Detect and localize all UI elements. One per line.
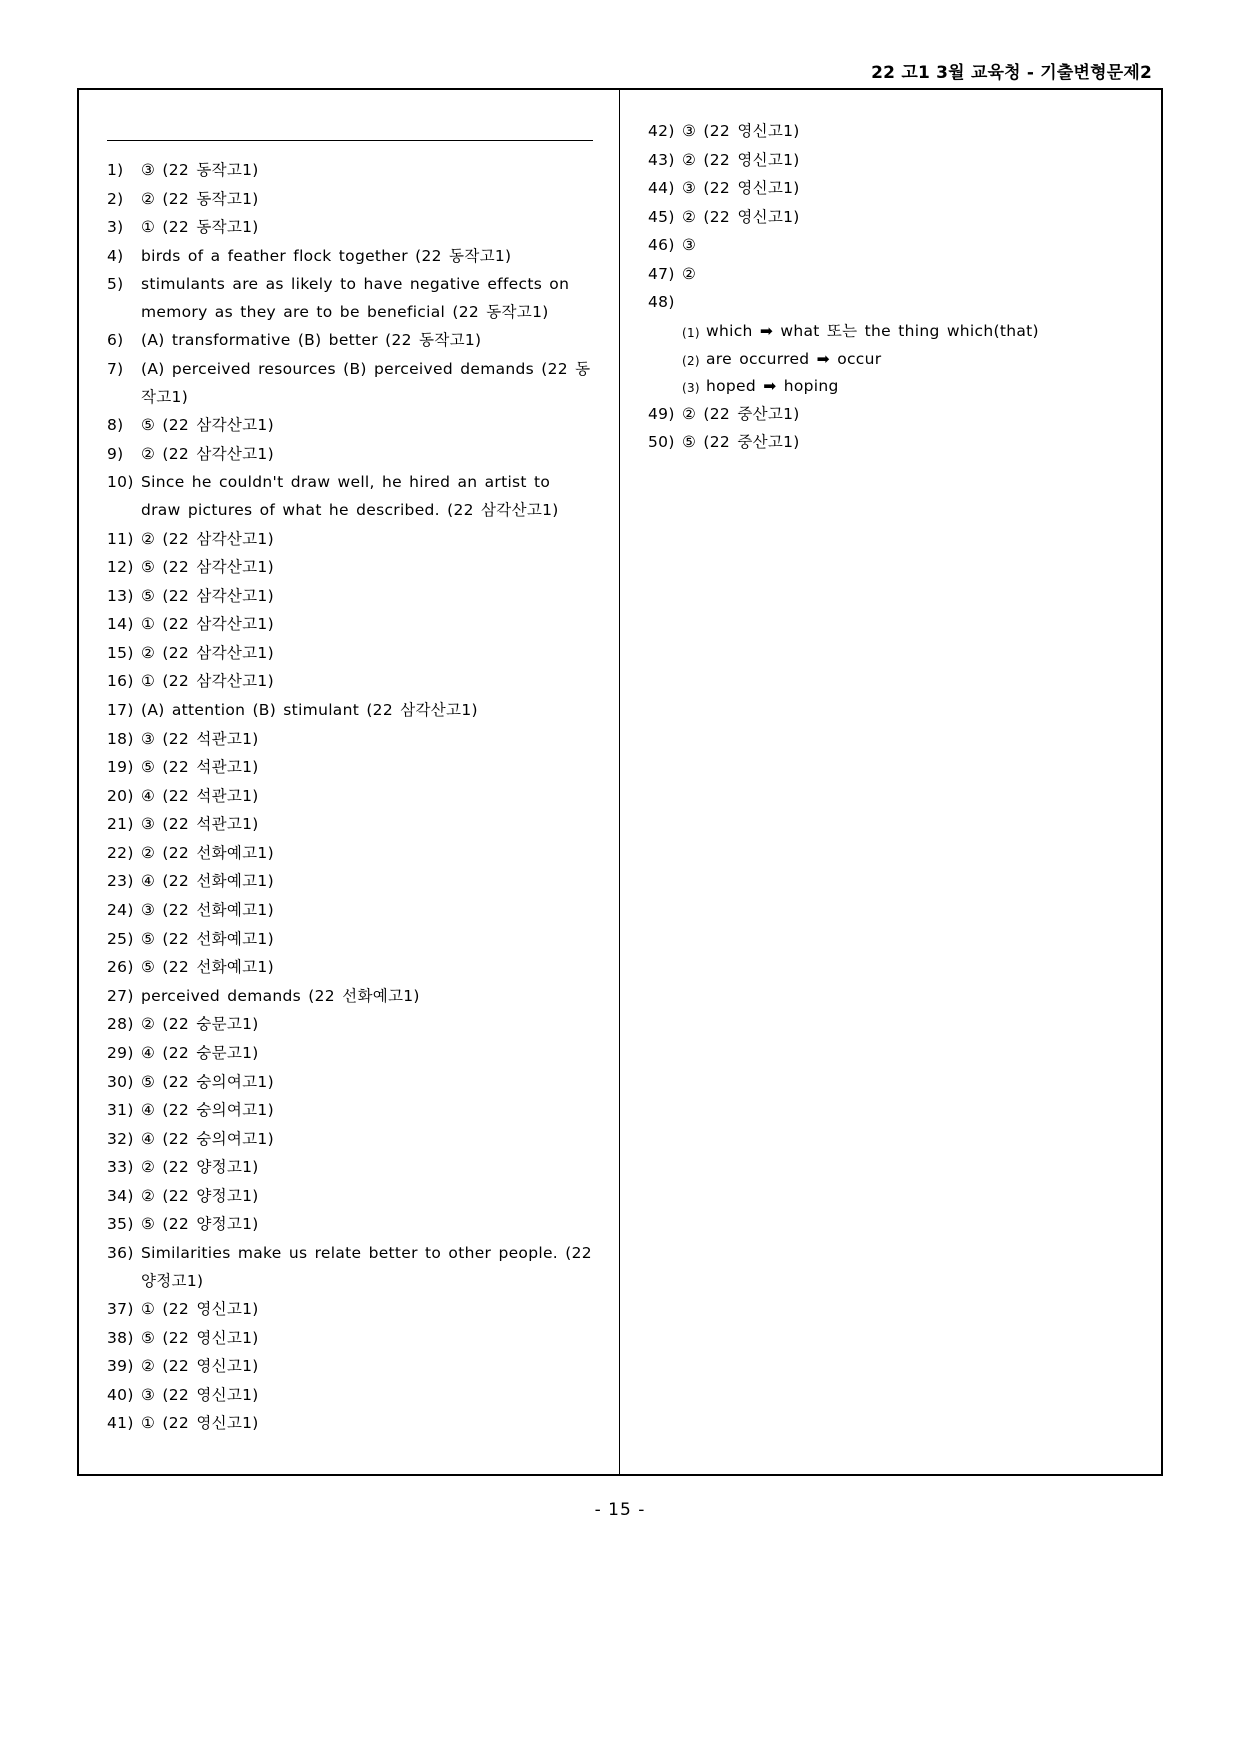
answer-number: 43) <box>648 150 675 169</box>
answer-number: 27) <box>107 986 134 1005</box>
answer-list-right <box>648 118 1135 457</box>
answer-item <box>107 186 593 214</box>
answer-text: ⑤ (22 석관고1) <box>141 758 259 777</box>
answer-number: 1) <box>107 161 124 179</box>
answer-text: ④ (22 석관고1) <box>141 786 259 805</box>
answer-number: 31) <box>107 1101 134 1120</box>
answer-item <box>107 783 593 811</box>
answer-item <box>107 926 593 954</box>
answer-number: 10) <box>107 473 134 492</box>
answer-text: (A) transformative (B) better (22 동작고1) <box>141 331 482 350</box>
answer-item <box>107 526 593 554</box>
answer-number: 20) <box>107 786 134 805</box>
answer-text: (A) perceived resources (B) perceived demands (22 동작고1) <box>141 360 591 406</box>
answer-number: 6) <box>107 331 124 350</box>
answer-number: 8) <box>107 416 124 435</box>
answer-number: 39) <box>107 1357 134 1376</box>
answer-number: 48) <box>648 293 675 312</box>
answer-subitem-text: which ➡ what 또는 the thing which(that) <box>706 322 1039 341</box>
answer-number: 15) <box>107 643 134 662</box>
answer-number: 4) <box>107 246 124 265</box>
answer-item <box>648 401 1135 429</box>
answer-text: ② (22 삼각산고1) <box>141 444 274 463</box>
answer-number: 28) <box>107 1015 134 1034</box>
answer-list-left <box>107 157 593 1438</box>
answer-item <box>107 583 593 611</box>
answer-text: Similarities make us relate better to other people. (22 양정고1) <box>141 1243 592 1290</box>
answer-item <box>107 697 593 725</box>
answer-item <box>107 954 593 982</box>
answer-text: ⑤ (22 숭의여고1) <box>141 1072 274 1091</box>
answer-item <box>107 754 593 782</box>
answer-text: ② <box>682 264 697 283</box>
answer-item <box>107 1296 593 1324</box>
answer-text: ② (22 숭문고1) <box>141 1015 259 1034</box>
answer-text: ⑤ (22 삼각산고1) <box>141 586 274 605</box>
answer-number: 7) <box>107 360 124 379</box>
answer-item <box>107 1069 593 1097</box>
answer-text: ③ (22 영신고1) <box>682 122 800 140</box>
horizontal-divider <box>107 140 593 141</box>
answer-number: 32) <box>107 1129 134 1148</box>
answer-number: 45) <box>648 207 675 226</box>
answer-item <box>107 243 593 271</box>
answer-text: ⑤ (22 선화예고1) <box>141 958 274 977</box>
answer-number: 37) <box>107 1300 134 1319</box>
answer-number: 29) <box>107 1043 134 1062</box>
answer-text: ③ (22 영신고1) <box>682 179 800 198</box>
answer-item <box>107 726 593 754</box>
answer-item <box>107 1325 593 1353</box>
answer-number: 21) <box>107 815 134 834</box>
answer-item <box>648 204 1135 232</box>
answer-number: 42) <box>648 122 675 140</box>
answer-number: 50) <box>648 433 675 452</box>
answer-text: ④ (22 숭의여고1) <box>141 1129 274 1148</box>
answer-text: ⑤ (22 영신고1) <box>141 1328 259 1347</box>
answer-text: ② (22 동작고1) <box>141 189 259 208</box>
answer-number: 18) <box>107 729 134 748</box>
answer-text: ⑤ (22 삼각산고1) <box>141 558 274 577</box>
answer-item <box>107 554 593 582</box>
answer-subitem-text: hoped ➡ hoping <box>706 377 839 396</box>
answer-item <box>107 668 593 696</box>
answer-item <box>107 840 593 868</box>
answer-item <box>107 1211 593 1239</box>
answer-number: 46) <box>648 236 675 255</box>
answer-text: ② (22 양정고1) <box>141 1186 259 1205</box>
two-column-layout <box>79 90 1161 1474</box>
answer-number: 5) <box>107 275 124 294</box>
answer-item <box>107 356 593 411</box>
answer-text: Since he couldn't draw well, he hired an artist to draw pictures of what he described. (22 삼각산고1) <box>141 473 559 519</box>
answer-number: 13) <box>107 586 134 605</box>
answer-item <box>648 289 1135 317</box>
answer-item <box>107 1382 593 1410</box>
answer-number: 25) <box>107 929 134 948</box>
answer-item <box>107 1154 593 1182</box>
answer-number: 22) <box>107 843 134 862</box>
answer-item <box>107 640 593 668</box>
answer-number: 41) <box>107 1414 134 1433</box>
answer-number: 2) <box>107 189 124 208</box>
answer-item <box>107 1353 593 1381</box>
page-header: 22 고1 3월 교육청 - 기출변형문제2 <box>871 63 1152 83</box>
answer-item <box>648 232 1135 260</box>
answer-text: ② (22 선화예고1) <box>141 843 274 862</box>
answer-item <box>648 175 1135 203</box>
answer-number: 30) <box>107 1072 134 1091</box>
answer-text: ⑤ (22 선화예고1) <box>141 929 274 948</box>
answer-item <box>648 261 1135 289</box>
answer-item <box>107 271 593 326</box>
answer-text: ② (22 영신고1) <box>682 150 800 169</box>
answer-text: ③ (22 동작고1) <box>141 161 259 179</box>
answer-number: 49) <box>648 404 675 423</box>
answer-text: ③ <box>682 236 697 255</box>
answer-subitem-marker: (2) <box>682 353 700 368</box>
answer-text: ⑤ (22 양정고1) <box>141 1215 259 1234</box>
answer-item <box>107 897 593 925</box>
answer-subitem-text: are occurred ➡ occur <box>706 349 882 368</box>
answer-number: 9) <box>107 444 124 463</box>
answer-text: ② (22 삼각산고1) <box>141 529 274 548</box>
answer-subitem <box>682 318 1135 346</box>
answer-item <box>107 214 593 242</box>
answer-item <box>107 1011 593 1039</box>
answer-text: ③ (22 석관고1) <box>141 815 259 834</box>
answer-text: ④ (22 숭의여고1) <box>141 1101 274 1120</box>
answer-item <box>107 157 593 185</box>
answer-subitem <box>682 373 1135 401</box>
answer-item <box>107 412 593 440</box>
answer-text: ④ (22 선화예고1) <box>141 872 274 891</box>
page-number: - 15 - <box>594 1500 646 1520</box>
answer-text: ② (22 영신고1) <box>141 1357 259 1376</box>
answer-item <box>107 1410 593 1438</box>
answer-text: perceived demands (22 선화예고1) <box>141 986 420 1005</box>
answer-subitem <box>682 346 1135 374</box>
answer-text: ① (22 영신고1) <box>141 1414 259 1433</box>
answer-number: 33) <box>107 1158 134 1177</box>
answer-text: ② (22 양정고1) <box>141 1158 259 1177</box>
answer-text: birds of a feather flock together (22 동작고1) <box>141 246 512 265</box>
answer-item <box>107 469 593 524</box>
answer-number: 26) <box>107 958 134 977</box>
right-column <box>620 90 1161 1474</box>
answer-subitem-marker: (1) <box>682 326 700 341</box>
answer-number: 44) <box>648 179 675 198</box>
answer-text: ② (22 영신고1) <box>682 207 800 226</box>
answer-item <box>107 327 593 355</box>
answer-number: 40) <box>107 1385 134 1404</box>
answer-text: ② (22 중산고1) <box>682 404 800 423</box>
answer-text: ① (22 영신고1) <box>141 1300 259 1319</box>
answer-item <box>648 118 1135 146</box>
answer-number: 34) <box>107 1186 134 1205</box>
answer-text: ③ (22 석관고1) <box>141 729 259 748</box>
answer-number: 3) <box>107 218 124 237</box>
answer-item <box>107 983 593 1011</box>
answer-item <box>107 1240 593 1295</box>
answer-subitem-marker: (3) <box>682 381 700 396</box>
answer-text: ⑤ (22 삼각산고1) <box>141 416 274 435</box>
answer-number: 11) <box>107 529 134 548</box>
answer-text: ① (22 삼각산고1) <box>141 672 274 691</box>
answer-text: ① (22 삼각산고1) <box>141 615 274 634</box>
answer-item <box>107 1040 593 1068</box>
left-column <box>79 90 620 1474</box>
answer-text: ⑤ (22 중산고1) <box>682 433 800 452</box>
answer-item <box>107 441 593 469</box>
answer-number: 47) <box>648 264 675 283</box>
answer-text: ① (22 동작고1) <box>141 218 259 237</box>
answer-text: ③ (22 영신고1) <box>141 1385 259 1404</box>
answer-number: 16) <box>107 672 134 691</box>
answer-number: 36) <box>107 1243 134 1262</box>
answer-number: 38) <box>107 1328 134 1347</box>
answer-item <box>107 1097 593 1125</box>
answer-text: ④ (22 숭문고1) <box>141 1043 259 1062</box>
answer-number: 12) <box>107 558 134 577</box>
answer-number: 19) <box>107 758 134 777</box>
answer-number: 23) <box>107 872 134 891</box>
answer-item <box>107 611 593 639</box>
content-frame <box>77 88 1163 1476</box>
answer-number: 35) <box>107 1215 134 1234</box>
answer-text: (A) attention (B) stimulant (22 삼각산고1) <box>141 700 478 719</box>
answer-text: ③ (22 선화예고1) <box>141 901 274 920</box>
answer-number: 24) <box>107 901 134 920</box>
answer-item <box>648 147 1135 175</box>
answer-text: stimulants are as likely to have negative effects on memory as they are to be beneficial (22 동작고1) <box>141 275 570 321</box>
answer-number: 14) <box>107 615 134 634</box>
answer-item <box>107 868 593 896</box>
answer-item <box>107 811 593 839</box>
answer-number: 17) <box>107 700 134 719</box>
answer-item <box>107 1183 593 1211</box>
answer-item <box>648 429 1135 457</box>
answer-text: ② (22 삼각산고1) <box>141 643 274 662</box>
answer-item <box>107 1126 593 1154</box>
